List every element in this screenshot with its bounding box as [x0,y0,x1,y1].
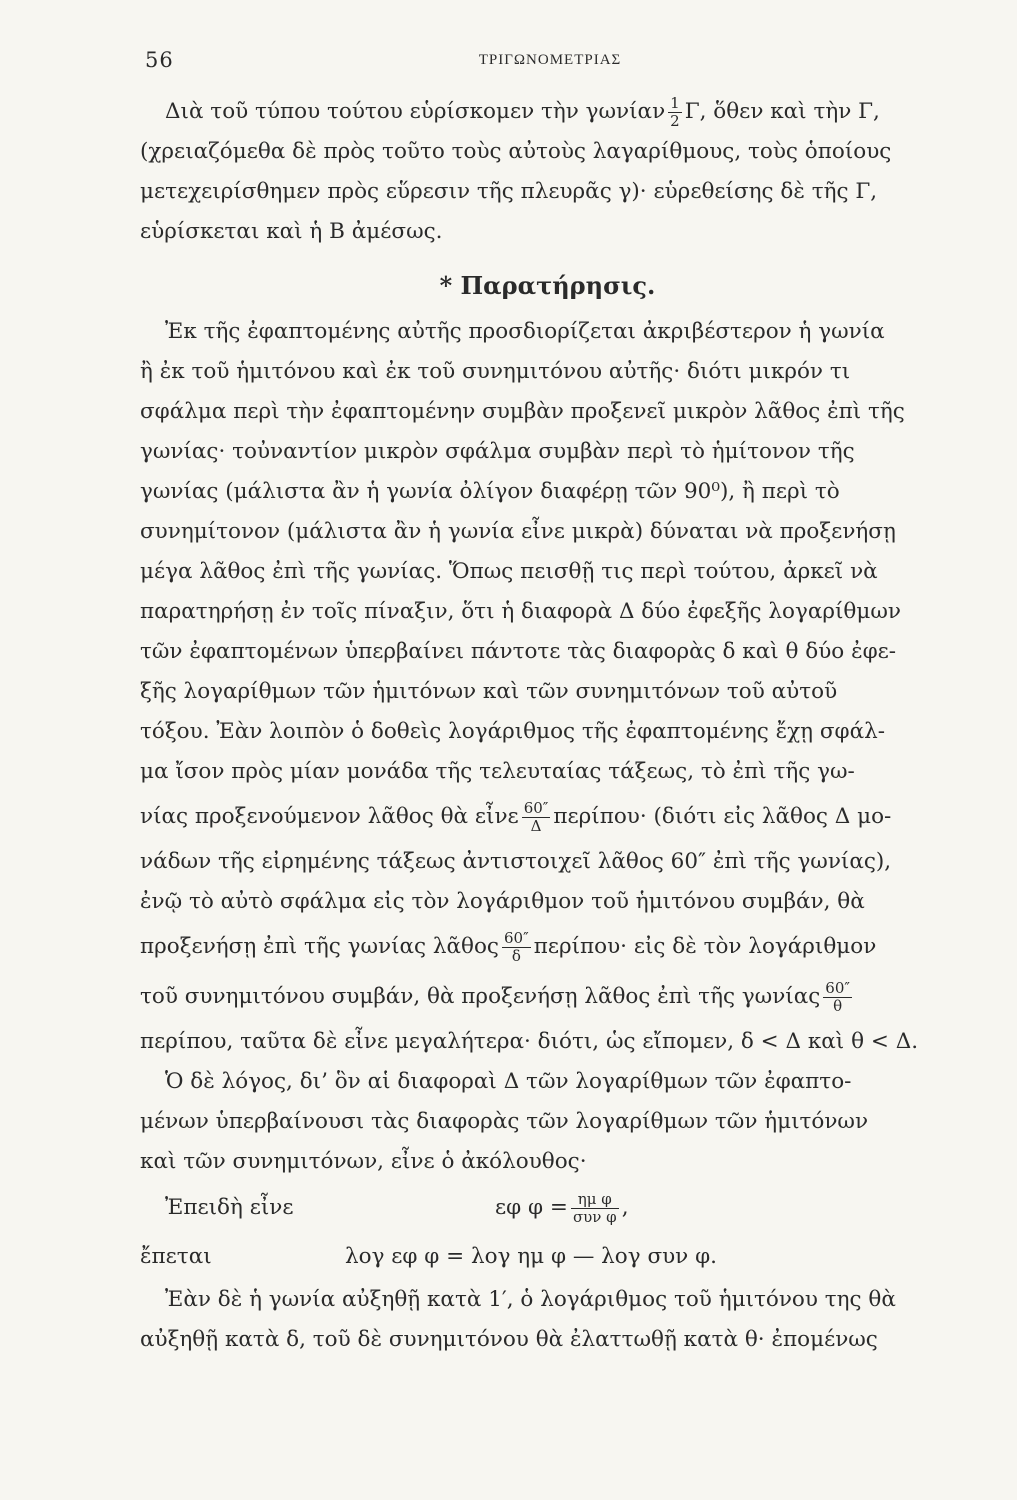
fraction-denominator: θ [833,996,843,1015]
fraction-denominator: 2 [670,111,680,130]
fraction-numerator: 60″ [503,928,529,947]
fraction-numerator: 1 [670,93,680,112]
intro-line-4: εὑρίσκεται καὶ ἡ Β ἀμέσως. [140,219,443,244]
remark-line: ἐνῷ τὸ αὐτὸ σφάλμα εἰς τὸν λογάριθμον τοῦ ἡμιτόνου συμβάν, θὰ [140,889,865,914]
formula-label: ἔπεται [140,1244,212,1269]
fraction-denominator: Δ [530,816,542,835]
remark-line [140,792,955,842]
formula-label: Ἐπειδὴ εἶνε [165,1195,294,1220]
remark-line: νάδων τῆς εἰρημένης τάξεως ἀντιστοιχεῖ λᾶθος 60″ ἐπὶ τῆς γωνίας), [140,849,892,874]
text-run: Διὰ τοῦ τύπου τούτου εὑρίσκομεν τὴν γωνίαν [165,99,666,124]
fraction-sin-over-cos [571,1191,619,1226]
fraction-denominator: συν φ [572,1207,617,1226]
remark-line: συνημίτονον (μάλιστα ἂν ἡ γωνία εἶνε μικρὰ) δύναται νὰ προξενήσῃ [140,519,896,544]
fraction-60-over-d [502,930,531,965]
formula-expression: λογ εφ φ = λογ ημ φ — λογ συν φ. [345,1244,717,1269]
text-run: νίας προξενούμενον λᾶθος θὰ εἶνε [140,804,519,829]
closing-line: Ἐὰν δὲ ἡ γωνία αὐξηθῇ κατὰ 1′, ὁ λογάριθμος τοῦ ἡμιτόνου της θὰ [165,1287,896,1312]
remark-line: Ὁ δὲ λόγος, δι’ ὃν αἱ διαφοραὶ Δ τῶν λογαρίθμων τῶν ἐφαπτο- [165,1069,852,1094]
fraction-numerator: ημ φ [571,1191,619,1209]
fraction-denominator: δ [511,946,521,965]
formula-log-identity [140,1234,955,1280]
formula-tangent-definition [140,1182,955,1234]
remark-line: μέγα λᾶθος ἐπὶ τῆς γωνίας. Ὅπως πεισθῇ τις περὶ τούτου, ἀρκεῖ νὰ [140,559,878,584]
remark-line [140,972,955,1022]
remark-line: μένων ὑπερβαίνουσι τὰς διαφορὰς τῶν λογαρίθμων τῶν ἡμιτόνων [140,1109,869,1134]
page-header [145,48,955,78]
text-run: περίπου· (διότι εἰς λᾶθος Δ μο- [553,804,892,829]
remark-line: παρατηρήσῃ ἐν τοῖς πίναξιν, ὅτι ἡ διαφορὰ Δ δύο ἐφεξῆς λογαρίθμων [140,599,901,624]
remark-line: τῶν ἐφαπτομένων ὑπερβαίνει πάντοτε τὰς διαφορὰς δ καὶ θ δύο ἐφε- [140,639,897,664]
remark-line: σφάλμα περὶ τὴν ἐφαπτομένην συμβὰν προξενεῖ μικρὸν λᾶθος ἐπὶ τῆς [140,399,905,424]
text-run: περίπου· εἰς δὲ τὸν λογάριθμον [533,934,877,959]
fraction-60-over-delta [522,800,551,835]
text-run: τοῦ συνημιτόνου συμβάν, θὰ προξενήσῃ λᾶθος ἐπὶ τῆς γωνίας [140,984,821,1009]
remark-line: γωνίας· τοὐναντίον μικρὸν σφάλμα συμβὰν περὶ τὸ ἡμίτονον τῆς [140,439,855,464]
fraction-half [668,95,682,130]
remark-line: γωνίας (μάλιστα ἂν ἡ γωνία ὀλίγον διαφέρῃ τῶν 90⁰), ἢ περὶ τὸ [140,479,840,504]
intro-line-2: (χρειαζόμεθα δὲ πρὸς τοῦτο τοὺς αὐτοὺς λαγαρίθμους, τοὺς ὁποίους [140,139,892,164]
fraction-numerator: 60″ [523,798,549,817]
remark-line [140,922,955,972]
remark-line: ξῆς λογαρίθμων τῶν ἡμιτόνων καὶ τῶν συνημιτόνων τοῦ αὐτοῦ [140,679,838,704]
formula-expression [495,1182,629,1234]
formula-lhs: εφ φ = [495,1195,568,1220]
remark-line: καὶ τῶν συνημιτόνων, εἶνε ὁ ἀκόλουθος· [140,1149,587,1174]
body-text [140,92,955,1360]
running-head: ΤΡΙΓΩΝΟΜΕΤΡΙΑΣ [478,52,622,68]
text-run: Γ, ὅθεν καὶ τὴν Γ, [684,99,880,124]
intro-line-3: μετεχειρίσθημεν πρὸς εὕρεσιν τῆς πλευρᾶς γ)· εὑρεθείσης δὲ τῆς Γ, [140,179,878,204]
remark-line: ἢ ἐκ τοῦ ἡμιτόνου καὶ ἐκ τοῦ συνημιτόνου αὐτῆς· διότι μικρόν τι [140,359,851,384]
text-run: προξενήσῃ ἐπὶ τῆς γωνίας λᾶθος [140,934,499,959]
remark-line: μα ἴσον πρὸς μίαν μονάδα τῆς τελευταίας τάξεως, τὸ ἐπὶ τῆς γω- [140,759,855,784]
intro-line-1 [140,92,955,132]
section-heading: * Παρατήρησις. [439,271,656,300]
remark-line: τόξου. Ἐὰν λοιπὸν ὁ δοθεὶς λογάριθμος τῆς ἐφαπτομένης ἔχῃ σφάλ- [140,719,885,744]
remark-line: Ἐκ τῆς ἐφαπτομένης αὐτῆς προσδιορίζεται ἀκριβέστερον ἡ γωνία [165,319,885,344]
fraction-60-over-theta [823,980,852,1015]
formula-tail: , [621,1195,629,1220]
fraction-numerator: 60″ [825,978,850,997]
page-number: 56 [145,48,174,72]
closing-line: αὐξηθῇ κατὰ δ, τοῦ δὲ συνημιτόνου θὰ ἐλαττωθῇ κατὰ θ· ἐπομένως [140,1327,878,1352]
remark-line: περίπου, ταῦτα δὲ εἶνε μεγαλήτερα· διότι, ὡς εἴπομεν, δ < Δ καὶ θ < Δ. [140,1029,919,1054]
